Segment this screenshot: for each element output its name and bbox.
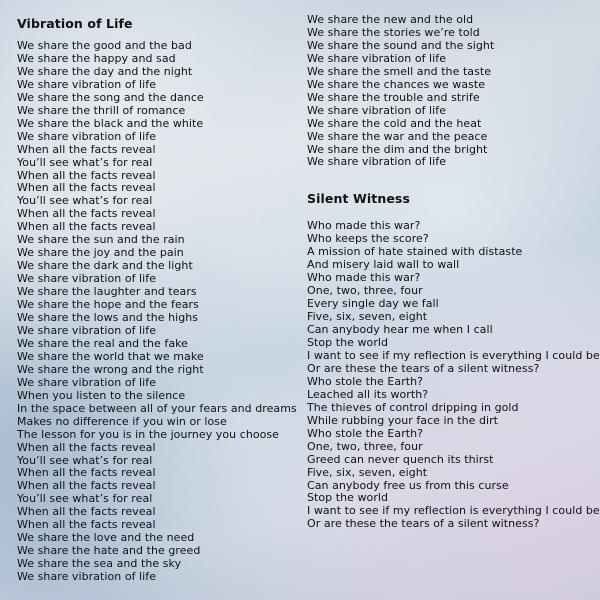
lyric-line: Greed can never quench its thirst [307, 452, 494, 466]
lyric-line: In the space between all of your fears and dreams [17, 401, 297, 415]
lyrics-silent-witness [307, 219, 600, 531]
lyric-line: We share the real and the fake [17, 336, 188, 350]
lyric-line: We share the joy and the pain [17, 246, 184, 260]
lyric-line: We share the smell and the taste [307, 64, 492, 78]
lyric-line: We share the trouble and strife [307, 90, 480, 104]
lyric-line: We share vibration of life [307, 51, 447, 65]
lyric-line: You’ll see what’s for real [17, 492, 153, 506]
lyric-line: The lesson for you is in the journey you choose [17, 427, 279, 441]
lyric-line: We share vibration of life [307, 155, 447, 169]
lyric-line: When all the facts reveal [17, 168, 156, 182]
lyric-line: When all the facts reveal [17, 207, 156, 221]
lyric-line: Or are these the tears of a silent witness? [307, 517, 540, 531]
lyric-line: We share the good and the bad [17, 39, 192, 52]
lyric-line: We share vibration of life [17, 570, 157, 584]
lyric-line: And misery laid wall to wall [307, 258, 460, 272]
lyric-line: Can anybody hear me when I call [307, 323, 493, 337]
lyric-line: Can anybody free us from this curse [307, 478, 509, 492]
lyric-line: We share vibration of life [17, 272, 157, 286]
lyric-line: Who keeps the score? [307, 232, 429, 246]
song-title-silent-witness: Silent Witness [307, 191, 410, 207]
lyric-line: You’ll see what’s for real [17, 453, 153, 467]
lyric-line: We share the sound and the sight [307, 38, 495, 52]
lyric-line: Who stole the Earth? [307, 426, 424, 440]
lyrics-vibration-of-life-part-1 [17, 40, 302, 584]
lyric-line: Leached all its worth? [307, 387, 429, 401]
lyric-line: We share the hope and the fears [17, 298, 199, 312]
lyric-line: We share the stories we’re told [307, 25, 480, 39]
lyric-line: We share the happy and sad [17, 51, 176, 65]
lyric-line: We share the love and the need [17, 531, 195, 545]
lyric-line: We share the laughter and tears [17, 285, 197, 299]
song-title-vibration-of-life: Vibration of Life [17, 16, 133, 31]
lyric-line: We share the world that we make [17, 349, 204, 363]
lyric-line: We share vibration of life [17, 77, 157, 91]
lyric-line: We share the war and the peace [307, 129, 488, 143]
lyric-line: While rubbing your face in the dirt [307, 413, 499, 427]
lyric-line: When you listen to the silence [17, 388, 186, 402]
silent-witness-section [307, 189, 600, 531]
lyrics-vibration-of-life-part-2 [307, 14, 597, 169]
lyric-line: We share the sun and the rain [17, 233, 185, 247]
lyric-line: We share the chances we waste [307, 77, 486, 91]
lyric-line: We share the new and the old [307, 13, 474, 26]
lyric-line: Stop the world [307, 491, 389, 505]
lyric-line: We share the dim and the bright [307, 142, 488, 156]
right-column [307, 13, 600, 531]
lyric-line: When all the facts reveal [17, 440, 156, 454]
left-column [17, 14, 302, 584]
lyric-line: We share the sea and the sky [17, 557, 182, 571]
lyric-line: You’ll see what’s for real [17, 155, 153, 169]
lyric-line: We share vibration of life [17, 129, 157, 143]
lyric-line: We share the lows and the highs [17, 311, 199, 325]
lyric-line: When all the facts reveal [17, 142, 156, 156]
lyric-line: We share vibration of life [307, 103, 447, 117]
lyric-line: We share the cold and the heat [307, 116, 482, 130]
lyric-line: When all the facts reveal [17, 181, 156, 195]
lyric-line: We share the hate and the greed [17, 544, 201, 558]
lyric-line: When all the facts reveal [17, 220, 156, 234]
lyric-line: We share the wrong and the right [17, 362, 204, 376]
lyric-line: We share the song and the dance [17, 90, 204, 104]
lyric-line: We share the thrill of romance [17, 103, 186, 117]
lyric-line: Every single day we fall [307, 297, 439, 311]
lyric-line: When all the facts reveal [17, 466, 156, 480]
lyric-line: When all the facts reveal [17, 505, 156, 519]
lyric-line: Five, six, seven, eight [307, 310, 428, 324]
lyric-line: Or are these the tears of a silent witness? [307, 361, 540, 375]
lyric-line: The thieves of control dripping in gold [307, 400, 519, 414]
lyric-line: Five, six, seven, eight [307, 465, 428, 479]
lyric-line: We share vibration of life [17, 375, 157, 389]
lyric-line: We share vibration of life [17, 323, 157, 337]
lyric-line: When all the facts reveal [17, 479, 156, 493]
lyric-line: Who stole the Earth? [307, 374, 424, 388]
lyric-line: One, two, three, four [307, 284, 423, 298]
lyric-line: Who made this war? [307, 219, 421, 233]
lyric-line: I want to see if my reflection is everything I could be [307, 504, 600, 518]
lyric-line: Who made this war? [307, 271, 421, 285]
lyric-line: We share the black and the white [17, 116, 204, 130]
lyric-line: A mission of hate stained with distaste [307, 245, 523, 259]
lyric-line: Makes no difference if you win or lose [17, 414, 227, 428]
lyric-line: We share the dark and the light [17, 259, 193, 273]
lyric-line: I want to see if my reflection is everything I could be [307, 348, 600, 362]
lyric-line: One, two, three, four [307, 439, 423, 453]
lyric-line: You’ll see what’s for real [17, 194, 153, 208]
lyric-line: We share the day and the night [17, 64, 193, 78]
lyric-line: Stop the world [307, 336, 389, 350]
lyric-line: When all the facts reveal [17, 518, 156, 532]
